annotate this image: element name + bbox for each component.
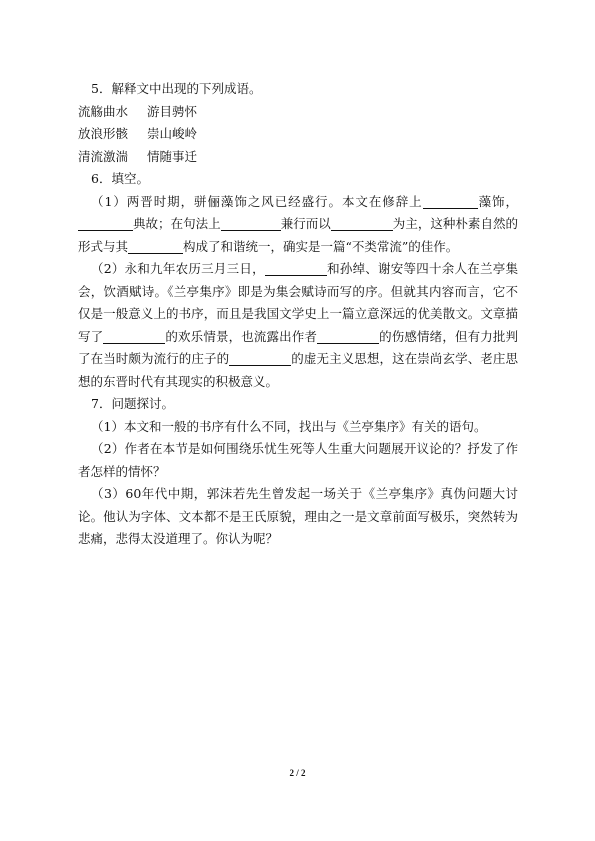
idiom: 情随事迁	[147, 148, 198, 164]
q7-heading: 7．问题探讨。	[91, 396, 174, 411]
q6-heading: 6．填空。	[91, 171, 149, 186]
idiom-row-2	[78, 123, 518, 146]
idiom: 游目骋怀	[147, 103, 198, 119]
fill-blank[interactable]	[317, 329, 379, 344]
q6-paragraph-2	[78, 258, 518, 393]
q6-p1-text: 典故；在句法上	[133, 216, 221, 231]
fill-blank[interactable]	[103, 329, 165, 344]
q6-p1-text: （1）两晋时期，骈俪藻饰之风已经盛行。本文在修辞上	[91, 193, 423, 209]
q6-p2-text: 和孙绰、谢安等四十余人在兰亭集会，饮酒赋诗。《兰亭集序》即是为集会赋诗而写的序。但就其内容而言，它不仅是一般意义上的书序，而且是我国文学史上一篇立意深远的优美散文。文章描写了	[78, 261, 518, 344]
fill-blank[interactable]	[423, 194, 478, 209]
fill-blank[interactable]	[221, 216, 281, 231]
fill-blank[interactable]	[128, 239, 183, 254]
fill-blank[interactable]	[229, 351, 291, 366]
idiom: 放浪形骸	[78, 126, 129, 141]
fill-blank[interactable]	[78, 216, 133, 231]
page-content	[78, 78, 518, 551]
fill-blank[interactable]	[331, 216, 393, 231]
q7-paragraph-1: （1）本文和一般的书序有什么不同，找出与《兰亭集序》有关的语句。	[91, 418, 487, 434]
q6-p2-text: 的伤感情绪，但有力批判了在当时颇为流行的庄子的	[78, 328, 518, 366]
q6-p2-text: 的虚无主义思想，这在崇尚玄学、老庄思想的东晋时代有其现实的积极意义。	[78, 351, 518, 389]
q5-heading: 5．解释文中出现的下列成语。	[91, 81, 262, 96]
q6-paragraph-1	[78, 191, 518, 259]
q7-paragraph-3: （3）60年代中期，郭沫若先生曾发起一场关于《兰亭集序》真伪问题大讨论。他认为字体、文本都不是王氏原貌，理由之一是文章前面写极乐，突然转为悲痛，悲得太没道理了。你认为呢？	[78, 486, 518, 546]
idiom-row-1	[78, 101, 518, 124]
idiom: 崇山峻岭	[147, 126, 198, 141]
q6-p2-text: （2）永和九年农历三月三日，	[91, 261, 265, 276]
q6-p1-text: 为主，这种朴素自然的形式与其	[78, 216, 518, 254]
q6-p1-text: 构成了和谐统一，确实是一篇“不类常流”的佳作。	[183, 238, 459, 254]
q6-p1-text: 兼行而以	[280, 216, 331, 231]
idiom: 流觞曲水	[78, 103, 129, 119]
q6-p1-text: 藻饰，	[477, 193, 518, 209]
idiom: 清流激湍	[78, 148, 129, 164]
q7-paragraph-2: （2）作者在本节是如何围绕乐忧生死等人生重大问题展开议论的？抒发了作者怎样的情怀？	[78, 441, 518, 479]
idiom-row-3	[78, 146, 518, 169]
q6-p2-text: 的欢乐情景，也流露出作者	[165, 328, 318, 344]
fill-blank[interactable]	[265, 261, 327, 276]
page-number: 2 / 2	[289, 768, 306, 778]
